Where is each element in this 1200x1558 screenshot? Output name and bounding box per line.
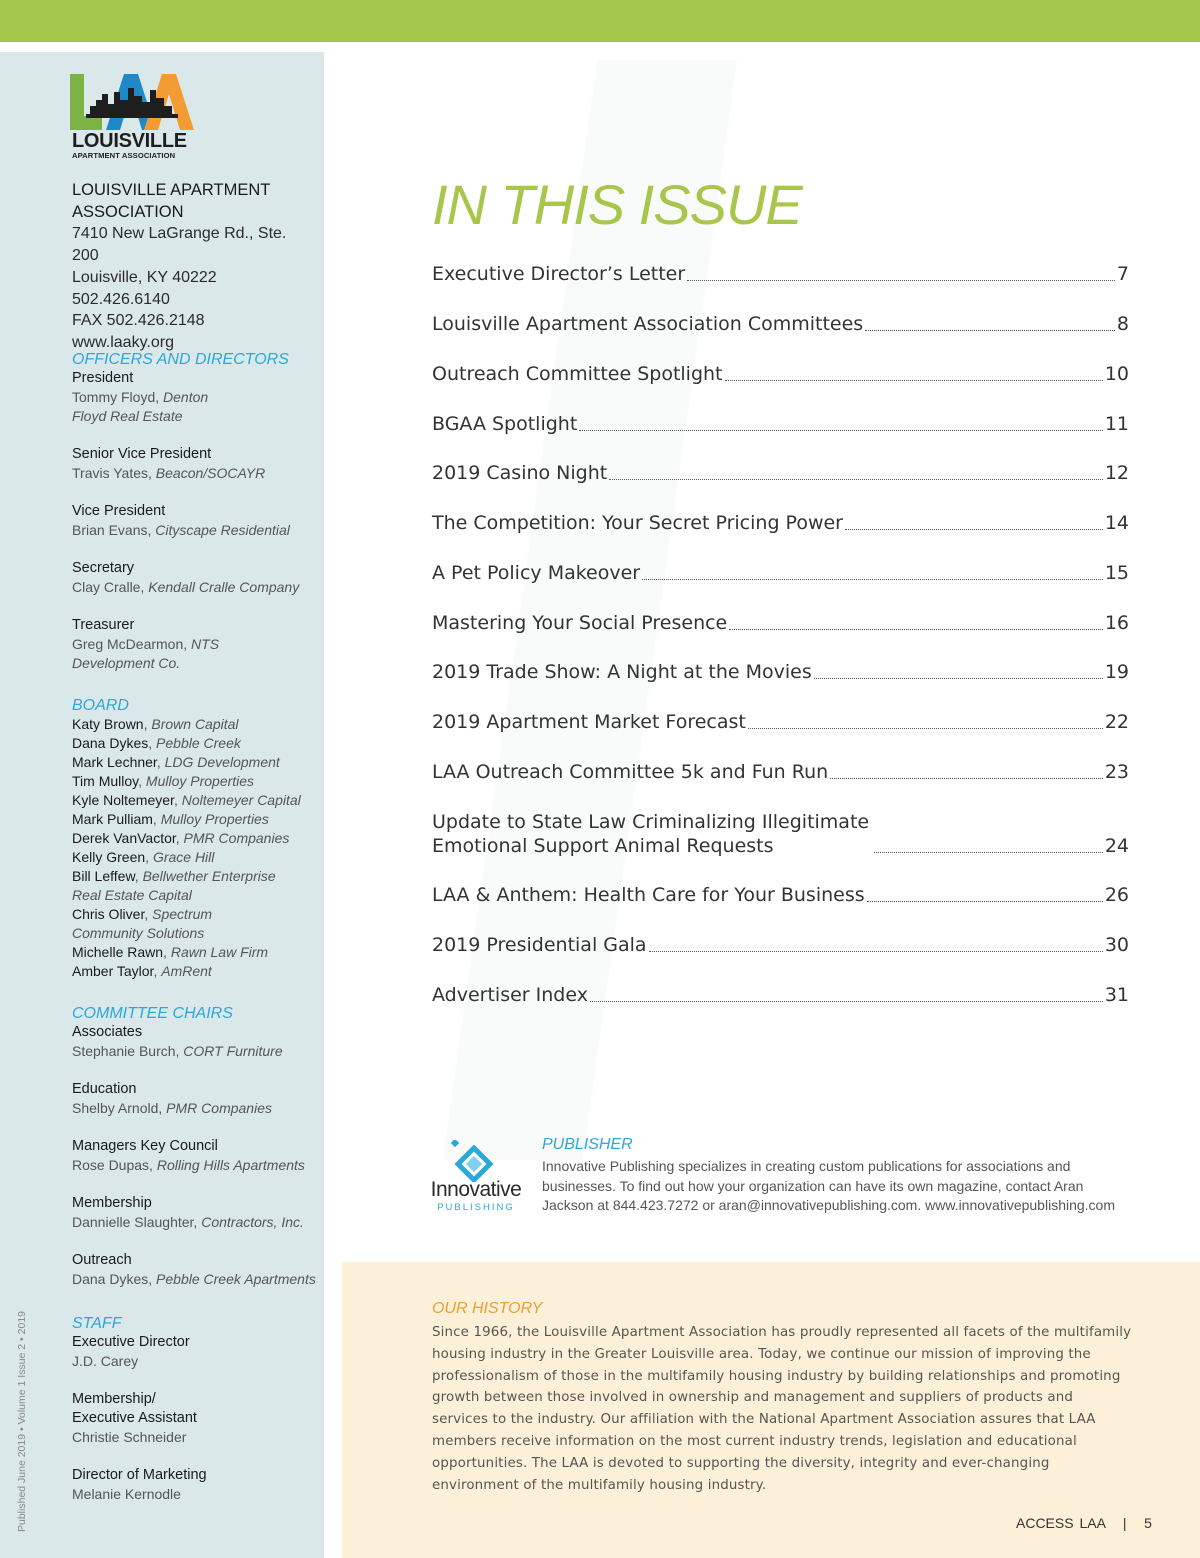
history-heading: OUR HISTORY — [432, 1300, 543, 1317]
officer-company: Kendall Cralle Company — [148, 579, 300, 595]
board-member: Mark Pulliam, Mulloy Properties — [72, 811, 269, 827]
officer-company: Denton Floyd Real Estate — [72, 389, 209, 424]
board-member: Derek VanVactor, PMR Companies — [72, 830, 290, 846]
history-text: Since 1966, the Louisville Apartment Association has proudly represented all facets of the multifamily housing industry in the Greater Louisville area. Today, we continue our mission of improving the professionalism of those in the multifamily housing industry by building relationships and promoting growth between those involved in ownership and management and suppliers of products and services to the industry. Our affiliation with the National Apartment Association assures that LAA members receive information on the most current industry trends, legislation and educational opportunities. The LAA is devoted to supporting the diversity, integrity and ever-changing environment of the multifamily housing industry. — [432, 1325, 1132, 1493]
committee-role: Associates — [72, 1024, 143, 1040]
officers-heading: OFFICERS AND DIRECTORS — [72, 351, 289, 368]
officer-entry — [72, 464, 317, 483]
toc-entry[interactable]: 2019 Presidential Gala 30 — [432, 934, 1129, 956]
board-member: Bill Leffew, Bellwether Enterprise Real Estate Capital — [72, 868, 276, 903]
officer-role: Secretary — [72, 560, 135, 576]
top-accent-bar — [0, 0, 1200, 42]
toc-entry[interactable]: LAA & Anthem: Health Care for Your Business 26 — [432, 884, 1129, 906]
publisher-logo-name: Innovative — [430, 1178, 522, 1201]
board-member: Katy Brown, Brown Capital — [72, 716, 239, 732]
page-title: IN THIS ISSUE — [432, 173, 802, 236]
officers-section — [72, 350, 317, 673]
staff-role: Director of Marketing — [72, 1467, 207, 1483]
toc-entry[interactable]: 2019 Apartment Market Forecast 22 — [432, 711, 1129, 733]
board-member: Mark Lechner, LDG Development — [72, 754, 280, 770]
staff-name: Christie Schneider — [72, 1429, 187, 1445]
staff-role: Executive Director — [72, 1334, 190, 1350]
board-heading: BOARD — [72, 697, 129, 714]
board-member: Amber Taylor, AmRent — [72, 963, 212, 979]
org-name: LOUISVILLE APARTMENT ASSOCIATION — [72, 181, 271, 221]
committee-heading: COMMITTEE CHAIRS — [72, 1005, 233, 1022]
officer-role: Senior Vice President — [72, 446, 212, 462]
officer-entry — [72, 635, 232, 673]
officer-company: Cityscape Residential — [155, 522, 290, 538]
staff-name: J.D. Carey — [72, 1353, 139, 1369]
officer-role: Vice President — [72, 503, 166, 519]
officer-company: NTS Development Co. — [72, 636, 220, 671]
committee-role: Managers Key Council — [72, 1138, 218, 1154]
officer-role: President — [72, 370, 134, 386]
committee-entry: Rose Dupas, Rolling Hills Apartments — [72, 1157, 305, 1173]
officer-name: Greg McDearmon, — [72, 636, 192, 652]
page-footer — [1016, 1515, 1152, 1531]
staff-section — [72, 1314, 317, 1504]
org-fax: FAX 502.426.2148 — [72, 312, 205, 330]
org-address-line2: Louisville, KY 40222 — [72, 268, 217, 286]
officer-entry — [72, 388, 212, 426]
toc-entry[interactable]: The Competition: Your Secret Pricing Power 14 — [432, 512, 1129, 534]
officer-entry — [72, 521, 317, 540]
logo-name: LOUISVILLE — [72, 130, 187, 152]
publisher-heading: PUBLISHER — [542, 1136, 633, 1153]
toc-entry[interactable]: Executive Director’s Letter 7 — [432, 263, 1129, 285]
officer-name: Travis Yates, — [72, 465, 156, 481]
board-member: Michelle Rawn, Rawn Law Firm — [72, 944, 269, 960]
org-address-line1: 7410 New LaGrange Rd., Ste. 200 — [72, 225, 287, 265]
staff-heading: STAFF — [72, 1315, 122, 1332]
board-member: Tim Mulloy, Mulloy Properties — [72, 773, 255, 789]
innovative-publishing-logo — [428, 1140, 524, 1215]
committee-entry: Dana Dykes, Pebble Creek Apartments — [72, 1271, 316, 1287]
toc-entry[interactable]: LAA Outreach Committee 5k and Fun Run 23 — [432, 761, 1129, 783]
officer-name: Clay Cralle, — [72, 579, 149, 595]
board-section — [72, 696, 317, 981]
committee-role: Membership — [72, 1195, 152, 1211]
toc-entry[interactable]: Mastering Your Social Presence 16 — [432, 612, 1129, 634]
staff-name: Melanie Kernodle — [72, 1486, 181, 1502]
committee-role: Education — [72, 1081, 137, 1097]
officer-role: Treasurer — [72, 617, 135, 633]
toc-entry[interactable]: BGAA Spotlight 11 — [432, 413, 1129, 435]
toc-entry[interactable]: Advertiser Index 31 — [432, 984, 1129, 1006]
toc-entry[interactable]: Outreach Committee Spotlight 10 — [432, 363, 1129, 385]
board-member: Kyle Noltemeyer, Noltemeyer Capital — [72, 792, 301, 808]
board-member: Kelly Green, Grace Hill — [72, 849, 215, 865]
page-number: 5 — [1144, 1515, 1152, 1531]
officer-name: Tommy Floyd, — [72, 389, 164, 405]
toc-entry[interactable]: 2019 Trade Show: A Night at the Movies 19 — [432, 661, 1129, 683]
officer-company: Beacon/SOCAYR — [155, 465, 266, 481]
committee-entry: Dannielle Slaughter, Contractors, Inc. — [72, 1214, 304, 1230]
board-member: Dana Dykes, Pebble Creek — [72, 735, 241, 751]
committee-entry: Stephanie Burch, CORT Furniture — [72, 1043, 283, 1059]
org-website[interactable]: www.laaky.org — [72, 333, 174, 351]
committee-entry: Shelby Arnold, PMR Companies — [72, 1100, 272, 1116]
magazine-name: ACCESS LAA — [1016, 1515, 1106, 1531]
footer-separator: | — [1122, 1515, 1127, 1531]
staff-role: Membership/ Executive Assistant — [72, 1391, 197, 1426]
publisher-description: Innovative Publishing specializes in creating custom publications for associations and businesses. To find out how your organization can have its own magazine, contact Aran Jackson at 844.423.7272 or aran@innovativepublishing.com. www.innovativepublishing.com — [542, 1158, 1115, 1213]
officer-entry — [72, 578, 317, 597]
committee-section — [72, 1004, 317, 1289]
publisher-logo-sub: PUBLISHING — [437, 1202, 515, 1213]
toc-entry[interactable]: Update to State Law Criminalizing Illegitimate Emotional Support Animal Requests 24 — [432, 811, 1129, 857]
logo-subtitle: APARTMENT ASSOCIATION — [72, 151, 176, 160]
committee-role: Outreach — [72, 1252, 132, 1268]
publication-date-note: Published June 2019 • Volume 1 Issue 2 • 2019 — [16, 1310, 28, 1532]
officer-name: Brian Evans, — [72, 522, 156, 538]
toc-entry[interactable]: 2019 Casino Night 12 — [432, 462, 1129, 484]
toc-entry[interactable]: A Pet Policy Makeover 15 — [432, 562, 1129, 584]
toc-entry[interactable]: Louisville Apartment Association Committees 8 — [432, 313, 1129, 335]
org-phone: 502.426.6140 — [72, 290, 170, 308]
board-member: Chris Oliver, Spectrum Community Solutions — [72, 906, 213, 941]
org-contact — [72, 180, 312, 354]
